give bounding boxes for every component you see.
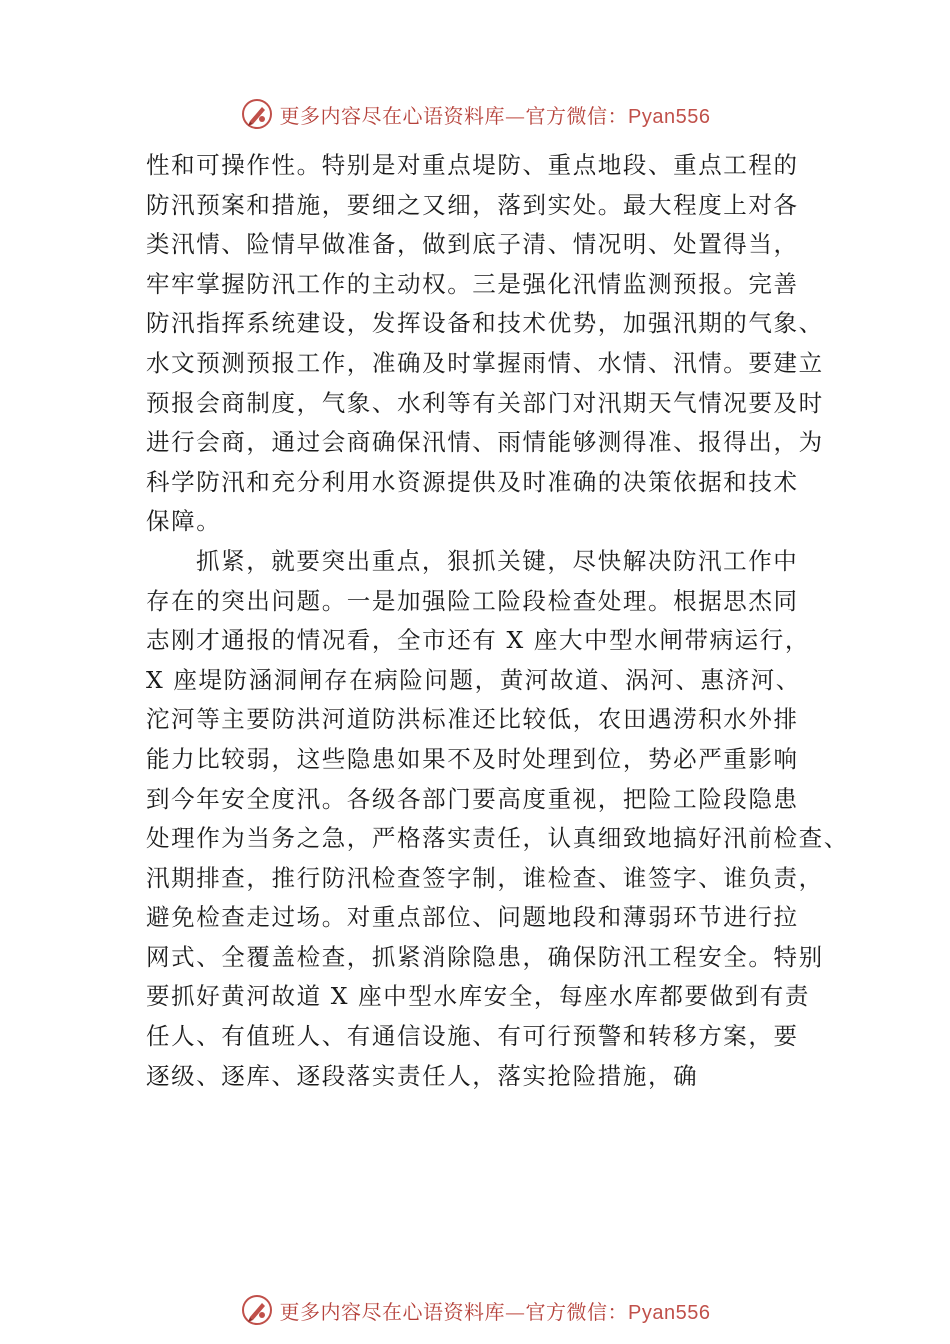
text-line: 沱河等主要防洪河道防洪标准还比较低，农田遇涝积水外排 — [146, 705, 799, 734]
text-line: 进行会商，通过会商确保汛情、雨情能够测得准、报得出，为 — [146, 428, 824, 457]
watermark-text — [280, 100, 711, 129]
text-line: 处理作为当务之急，严格落实责任，认真细致地搞好汛前检查、 — [146, 824, 849, 853]
text-line: 类汛情、险情早做准备，做到底子清、情况明、处置得当， — [146, 230, 799, 259]
text-line: 防汛预案和措施，要细之又细，落到实处。最大程度上对各 — [146, 190, 799, 219]
watermark-contact-label: 官方微信： — [525, 1299, 629, 1324]
text-line: 科学防汛和充分利用水资源提供及时准确的决策依据和技术 — [146, 467, 799, 496]
document-body — [146, 146, 849, 1096]
pen-seal-icon — [240, 97, 274, 131]
text-line: 牢牢掌握防汛工作的主动权。三是强化汛情监测预报。完善 — [146, 269, 799, 298]
text-line: 保障。 — [146, 507, 222, 536]
text-line: 防汛指挥系统建设，发挥设备和技术优势，加强汛期的气象、 — [146, 309, 824, 338]
text-line: 能力比较弱，这些隐患如果不及时处理到位，势必严重影响 — [146, 744, 799, 773]
text-line: 逐级、逐库、逐段落实责任人，落实抢险措施，确 — [146, 1061, 699, 1090]
text-line: 要抓好黄河故道 X 座中型水库安全，每座水库都要做到有责 — [146, 982, 810, 1011]
text-line: 存在的突出问题。一是加强险工险段检查处理。根据思杰同 — [146, 586, 799, 615]
text-line: 汛期排查，推行防汛检查签字制，谁检查、谁签字、谁负责， — [146, 863, 824, 892]
text-line: X 座堤防涵洞闸存在病险问题，黄河故道、涡河、惠济河、 — [146, 665, 801, 694]
watermark-separator: — — [505, 1299, 526, 1324]
text-line: 到今年安全度汛。各级各部门要高度重视，把险工险段隐患 — [146, 784, 799, 813]
watermark-separator: — — [505, 103, 526, 128]
header-watermark — [0, 94, 950, 134]
text-line: 志刚才通报的情况看，全市还有 X 座大中型水闸带病运行， — [146, 626, 810, 655]
watermark-contact-id: Pyan556 — [628, 1301, 711, 1324]
text-line: 性和可操作性。特别是对重点堤防、重点地段、重点工程的 — [146, 151, 799, 179]
text-line: 网式、全覆盖检查，抓紧消除隐患，确保防汛工程安全。特别 — [146, 942, 824, 971]
watermark-brand: 更多内容尽在心语资料库 — [279, 103, 506, 128]
watermark-text — [280, 1296, 711, 1325]
watermark-brand: 更多内容尽在心语资料库 — [279, 1299, 506, 1324]
text-line: 避免检查走过场。对重点部位、问题地段和薄弱环节进行拉 — [146, 903, 799, 932]
pen-seal-icon — [240, 1293, 274, 1327]
watermark-contact-id: Pyan556 — [628, 105, 711, 128]
text-line: 预报会商制度，气象、水利等有关部门对汛期天气情况要及时 — [146, 388, 824, 417]
text-line: 任人、有值班人、有通信设施、有可行预警和转移方案，要 — [146, 1022, 799, 1051]
paragraph-start-line: 抓紧，就要突出重点，狠抓关键，尽快解决防汛工作中 — [196, 546, 799, 575]
text-line: 水文预测预报工作，准确及时掌握雨情、水情、汛情。要建立 — [146, 348, 824, 377]
footer-watermark — [0, 1290, 950, 1330]
watermark-contact-label: 官方微信： — [525, 103, 629, 128]
